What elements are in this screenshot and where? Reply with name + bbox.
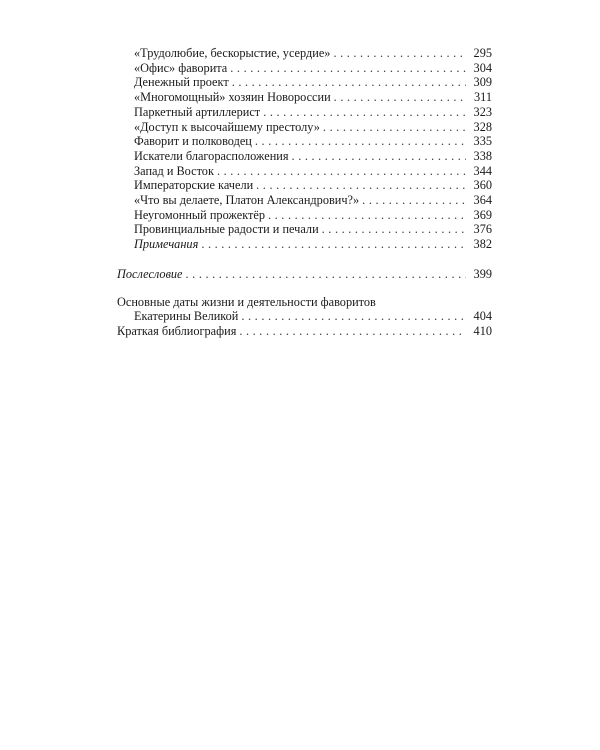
toc-entry-page: 410 — [473, 323, 492, 338]
toc-entry-title: Запад и Восток — [134, 163, 214, 178]
toc-entry-page: 369 — [473, 207, 492, 222]
toc-leader-dots — [333, 46, 466, 61]
toc-entry-notes — [117, 237, 492, 252]
toc-entry-title: Краткая библиография — [117, 323, 237, 338]
toc-entry-page: 328 — [473, 119, 492, 134]
toc-leader-dots — [268, 208, 466, 223]
toc-entry-title: «Многомощный» хозяин Новороссии — [134, 90, 331, 105]
toc-entry-title: «Доступ к высочайшему престолу» — [134, 119, 320, 134]
toc-entry-title: Паркетный артиллерист — [134, 104, 261, 119]
toc-entry-page: 335 — [473, 134, 492, 149]
toc-leader-dots — [255, 134, 466, 149]
toc-entry — [117, 90, 492, 105]
toc-leader-dots — [334, 90, 466, 105]
toc-entry — [117, 134, 492, 149]
toc-entry-page: 382 — [473, 237, 492, 252]
toc-leader-dots — [232, 75, 466, 90]
toc-entry — [117, 149, 492, 164]
toc-entry-title: Денежный проект — [134, 75, 229, 90]
toc-entry-page: 304 — [473, 60, 492, 75]
toc-entry-afterword — [117, 267, 492, 282]
toc-entry — [117, 75, 492, 90]
toc-entry-page: 338 — [473, 148, 492, 163]
toc-entry — [117, 46, 492, 61]
toc-entry — [117, 208, 492, 223]
toc-leader-dots — [256, 178, 466, 193]
toc-entry-title: Послесловие — [117, 266, 183, 281]
toc-entry-title: Фаворит и полководец — [134, 134, 252, 149]
toc-leader-dots — [186, 267, 466, 282]
toc-leader-dots — [322, 222, 466, 237]
toc-spacer — [117, 252, 492, 267]
toc-leader-dots — [323, 120, 466, 135]
toc-leader-dots — [241, 309, 466, 324]
toc-leader-dots — [263, 105, 466, 120]
toc-entry-title: «Трудолюбие, бескорыстие, усердие» — [134, 46, 331, 60]
toc-entry-dates-line1: Основные даты жизни и деятельности фаворитов — [117, 294, 376, 309]
toc-entry-bibliography — [117, 324, 492, 339]
toc-entry-page: 376 — [473, 222, 492, 237]
toc-entry — [117, 178, 492, 193]
toc-entry-title: Искатели благорасположения — [134, 148, 289, 163]
toc-entry — [117, 164, 492, 179]
toc-entry — [117, 120, 492, 135]
toc-entry-title: Екатерины Великой — [134, 309, 239, 324]
toc-entry-page: 311 — [474, 90, 492, 105]
toc-entry — [117, 222, 492, 237]
toc-spacer — [117, 282, 492, 295]
toc-leader-dots — [292, 149, 466, 164]
toc-entry-page: 360 — [473, 178, 492, 193]
toc-entry-page: 344 — [473, 163, 492, 178]
toc-entry-title: «Что вы делаете, Платон Александрович?» — [134, 193, 360, 208]
toc-entry — [117, 105, 492, 120]
toc-entry-title: Императорские качели — [134, 178, 254, 193]
toc-leader-dots — [201, 237, 466, 252]
toc-entry-page: 404 — [473, 309, 492, 324]
toc-leader-dots — [230, 61, 466, 76]
toc-entry-title: «Офис» фаворита — [134, 60, 228, 75]
toc-entry-dates — [117, 309, 492, 324]
toc-entry-title: Примечания — [134, 237, 199, 252]
toc-entry-page: 295 — [473, 46, 492, 60]
toc-entry-page: 364 — [473, 193, 492, 208]
toc-leader-dots — [217, 164, 466, 179]
toc-entry-page: 323 — [473, 104, 492, 119]
toc-leader-dots — [239, 324, 466, 339]
toc-entry-title: Провинциальные радости и печали — [134, 222, 319, 237]
toc-entry — [117, 61, 492, 76]
table-of-contents — [117, 46, 492, 339]
toc-entry-page: 399 — [473, 266, 492, 281]
toc-entry-page: 309 — [473, 75, 492, 90]
toc-entry-title: Неугомонный прожектёр — [134, 207, 265, 222]
toc-entry — [117, 193, 492, 208]
toc-leader-dots — [362, 193, 466, 208]
